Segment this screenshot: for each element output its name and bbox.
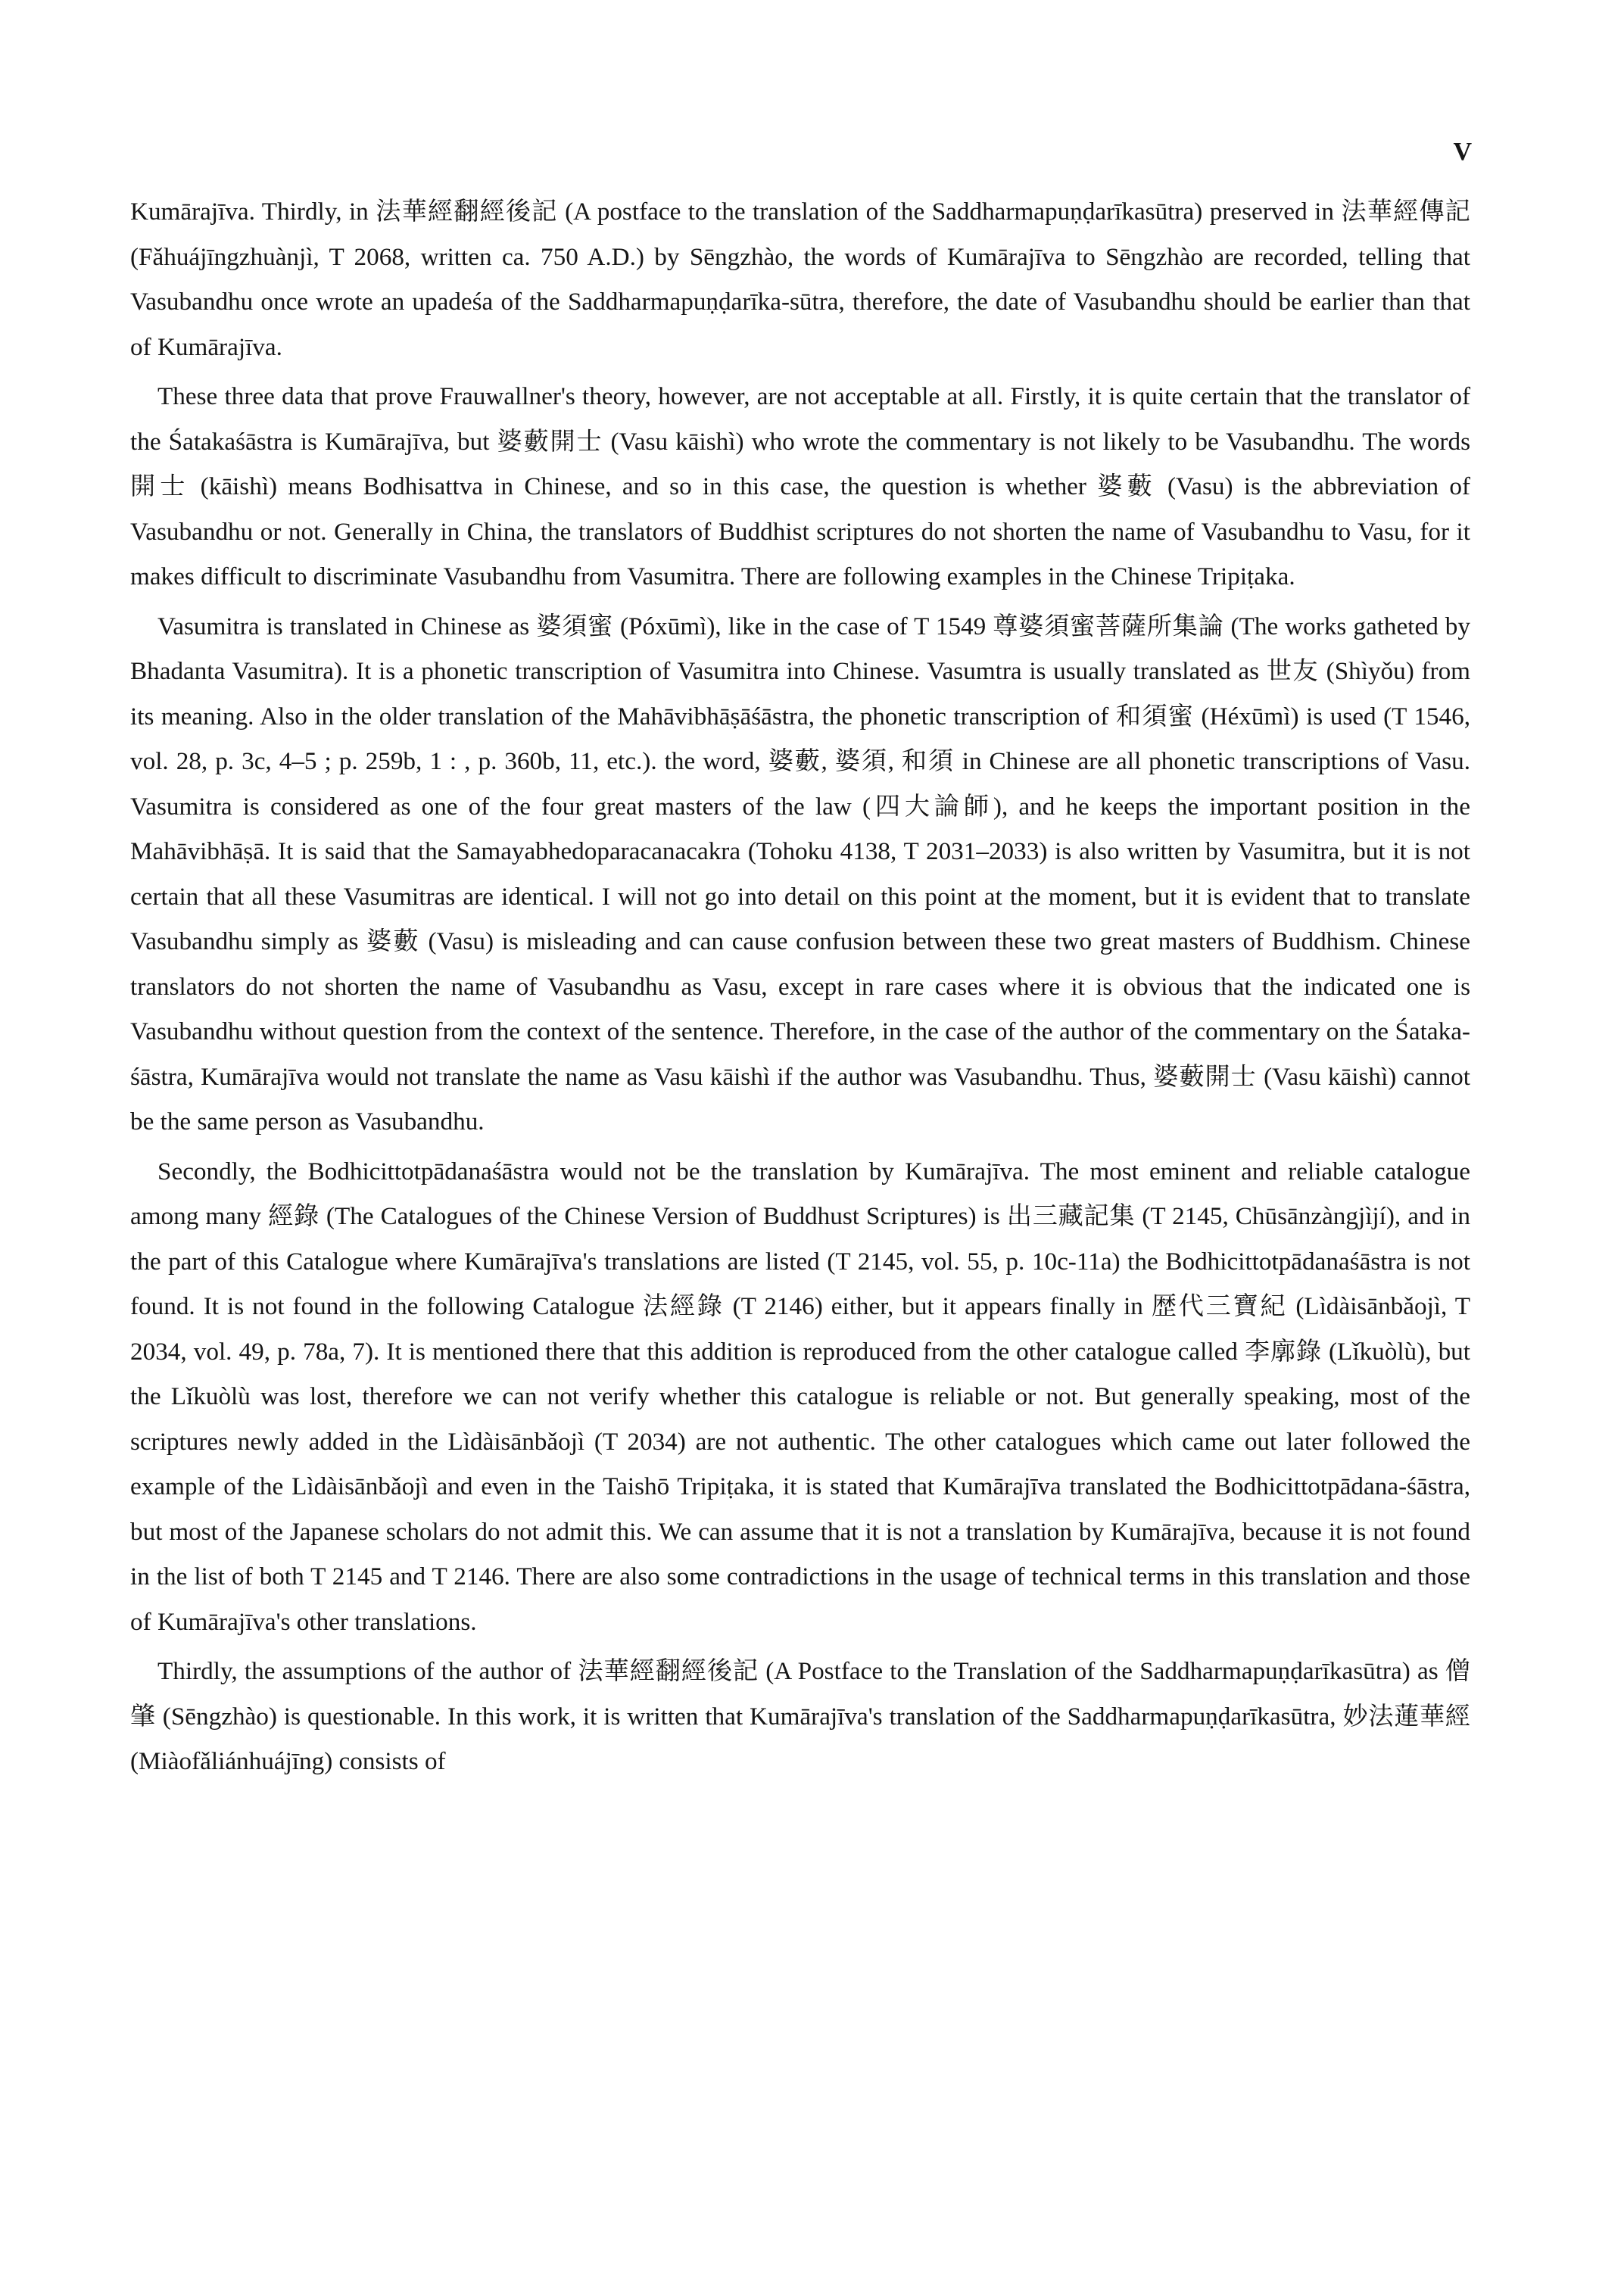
- paragraph-frauwallner-theory: These three data that prove Frauwallner's theory, however, are not acceptable at all. Firstly, it is quite certain that the translator of the Śatakaśāstra is Kumārajīva, but 婆藪開士 (Vasu kāishì) who wrote the commentary is not likely to be Vasubandhu. The words 開士 (kāishì) means Bodhisattva in Chinese, and so in this case, the question is whether 婆藪 (Vasu) is the abbreviation of Vasubandhu or not. Generally in China, the translators of Buddhist scriptures do not shorten the name of Vasubandhu to Vasu, for it makes difficult to discriminate Vasubandhu from Vasumitra. There are following examples in the Chinese Tripiṭaka.: [130, 382, 1470, 590]
- page-number: V: [1453, 138, 1473, 166]
- paragraph-postface: Thirdly, the assumptions of the author of 法華經翻經後記 (A Postface to the Translation of the Saddharmapuṇḍarīkasūtra) as 僧肇 (Sēngzhào) is questionable. In this work, it is written that Kumārajīva's translation of the Saddharmapuṇḍarīkasūtra, 妙法蓮華經 (Miàofǎliánhuájīng) consists of: [130, 1657, 1470, 1775]
- paragraph-bodhicittotpada: Secondly, the Bodhicittotpādanaśāstra would not be the translation by Kumārajīva. The most eminent and reliable catalogue among many 經錄 (The Catalogues of the Chinese Version of Buddhust Scriptures) is 出三藏記集 (T 2145, Chūsānzàngjìjí), and in the part of this Catalogue where Kumārajīva's translations are listed (T 2145, vol. 55, p. 10c-11a) the Bodhicittotpādanaśāstra is not found. It is not found in the following Catalogue 法經錄 (T 2146) either, but it appears finally in 歴代三寶紀 (Lìdàisānbǎojì, T 2034, vol. 49, p. 78a, 7). It is mentioned there that this addition is reproduced from the other catalogue called 李廓錄 (Lǐkuòlù), but the Lǐkuòlù was lost, therefore we can not verify whether this catalogue is reliable or not. But generally speaking, most of the scriptures newly added in the Lìdàisānbǎojì (T 2034) are not authentic. The other catalogues which came out later followed the example of the Lìdàisānbǎojì and even in the Taishō Tripiṭaka, it is stated that Kumārajīva translated the Bodhicittotpādana-śāstra, but most of the Japanese scholars do not admit this. We can assume that it is not a translation by Kumārajīva, because it is not found in the list of both T 2145 and T 2146. There are also some contradictions in the usage of technical terms in this translation and those of Kumārajīva's other translations.: [130, 1157, 1470, 1636]
- paragraph-vasumitra: Vasumitra is translated in Chinese as 婆須蜜 (Póxūmì), like in the case of T 1549 尊婆須蜜菩薩所集論 (The works gatheted by Bhadanta Vasumitra). It is a phonetic transcription of Vasumitra into Chinese. Vasumtra is usually translated as 世友 (Shìyǒu) from its meaning. Also in the older translation of the Mahāvibhāṣāśāstra, the phonetic transcription of 和須蜜 (Héxūmì) is used (T 1546, vol. 28, p. 3c, 4–5 ; p. 259b, 1 : , p. 360b, 11, etc.). the word, 婆藪, 婆須, 和須 in Chinese are all phonetic transcriptions of Vasu. Vasumitra is considered as one of the four great masters of the law (四大論師), and he keeps the important position in the Mahāvibhāṣā. It is said that the Samayabhedoparacanacakra (Tohoku 4138, T 2031–2033) is also written by Vasumitra, but it is not certain that all these Vasumitras are identical. I will not go into detail on this point at the moment, but it is evident that to translate Vasubandhu simply as 婆藪 (Vasu) is misleading and can cause confusion between these two great masters of Buddhism. Chinese translators do not shorten the name of Vasubandhu as Vasu, except in rare cases where it is obvious that the indicated one is Vasubandhu without question from the context of the sentence. Therefore, in the case of the author of the commentary on the Śataka-śāstra, Kumārajīva would not translate the name as Vasu kāishì if the author was Vasubandhu. Thus, 婆藪開士 (Vasu kāishì) cannot be the same person as Vasubandhu.: [130, 612, 1470, 1136]
- body-text: [130, 189, 1470, 1789]
- paragraph-continuation: Kumārajīva. Thirdly, in 法華經翻經後記 (A postface to the translation of the Saddharmapuṇḍarīkasūtra) preserved in 法華經傳記 (Fǎhuájīngzhuànjì, T 2068, written ca. 750 A.D.) by Sēngzhào, the words of Kumārajīva to Sēngzhào are recorded, telling that Vasubandhu once wrote an upadeśa of the Saddharmapuṇḍarīka-sūtra, therefore, the date of Vasubandhu should be earlier than that of Kumārajīva.: [130, 198, 1470, 361]
